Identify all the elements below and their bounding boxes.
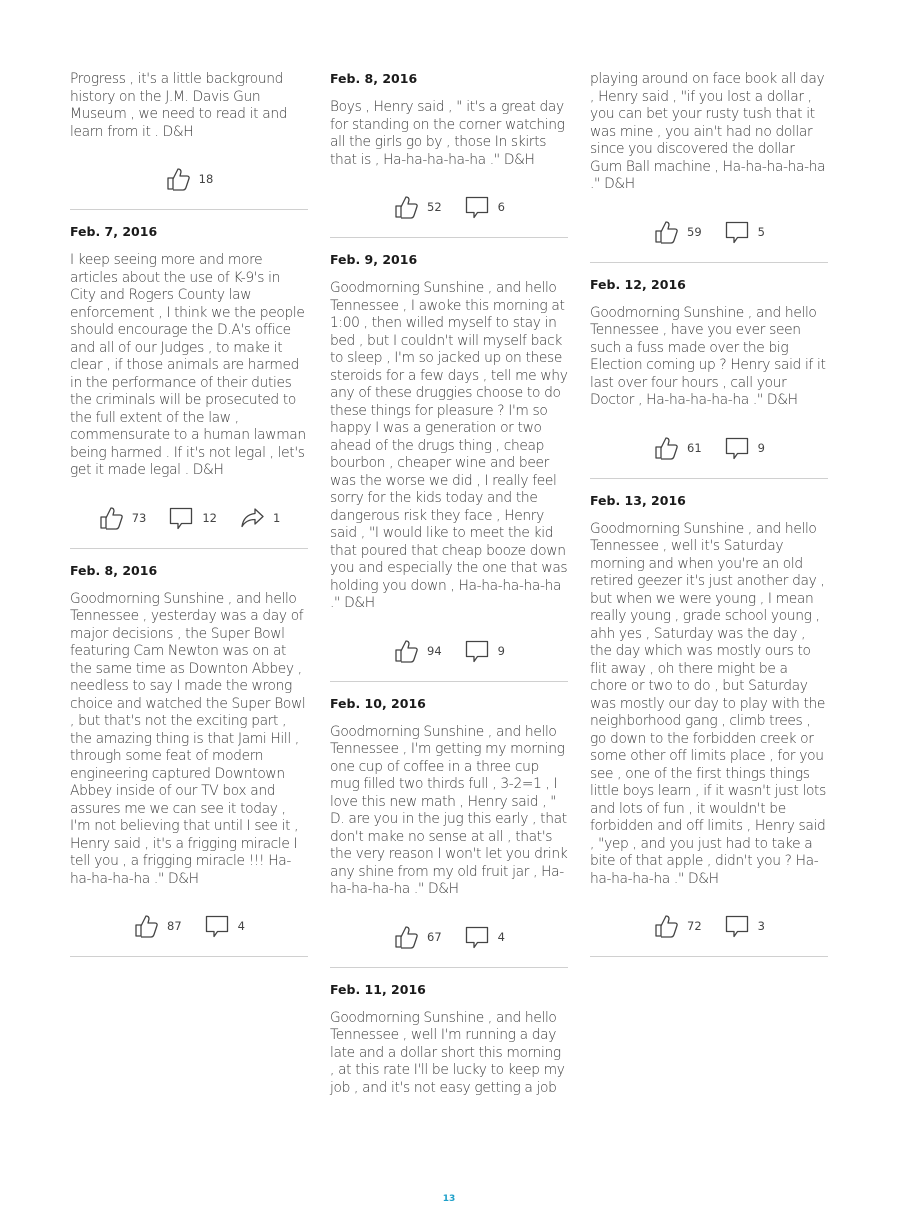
share-button[interactable]	[239, 505, 280, 531]
thumbs-up-icon	[133, 913, 159, 939]
post-item	[70, 71, 308, 193]
post-body: Goodmorning Sunshine , and hello Tennessee , well I'm running a day late and a dollar short this morning , at this rate I'll be lucky to keep my job , and it's not easy getting a job	[330, 1009, 565, 1096]
like-button[interactable]	[653, 435, 702, 461]
post-divider	[330, 681, 568, 682]
like-button[interactable]	[653, 219, 702, 245]
like-count: 87	[167, 919, 182, 933]
post-body: Goodmorning Sunshine , and hello Tennessee , I'm getting my morning one cup of coffee in a three cup mug filled two thirds full , 3-2=1 , I love this new math , Henry said , " D. are you in the jug this early , that don't make no sense at all , that's the very reason I won't let you drink any shine from my old fruit jar , Ha-ha-ha-ha-ha ." D&H	[330, 723, 568, 897]
post-item	[590, 71, 828, 246]
post-reactions	[590, 434, 828, 462]
post-date: Feb. 13, 2016	[590, 492, 686, 508]
post-body: Progress , it's a little background history on the J.M. Davis Gun Museum , we need to read it and learn from it . D&H	[70, 71, 288, 140]
post-item	[330, 696, 568, 951]
comment-count: 3	[757, 919, 765, 933]
post-item	[590, 493, 828, 941]
thumbs-up-icon	[393, 924, 419, 950]
like-button[interactable]	[393, 638, 442, 664]
thumbs-up-icon	[653, 913, 679, 939]
post-reactions	[70, 165, 308, 193]
comment-button[interactable]	[464, 194, 505, 220]
post-divider	[330, 967, 568, 968]
post-item	[590, 277, 828, 462]
thumbs-up-icon	[653, 435, 679, 461]
like-button[interactable]	[98, 505, 147, 531]
column-right	[590, 71, 828, 971]
post-divider	[590, 478, 828, 479]
like-count: 67	[427, 929, 442, 944]
post-body: Boys , Henry said , " it's a great day for standing on the corner watching all the girls go by , those In skirts that is , Ha-ha-ha-ha-ha ." D&H	[330, 99, 565, 168]
post-item	[70, 224, 308, 532]
comment-count: 4	[497, 929, 505, 944]
comment-button[interactable]	[724, 913, 765, 939]
like-button[interactable]	[653, 913, 702, 939]
post-body: playing around on face book all day , Henry said , "if you lost a dollar , you can bet your rusty tush that it was mine , you ain't had no dollar since you discovered the dollar Gum Ball machine , Ha-ha-ha-ha-ha ." D&H	[590, 71, 826, 192]
comment-count: 6	[497, 200, 505, 214]
post-item	[330, 252, 568, 665]
post-body: Goodmorning Sunshine , and hello Tennessee , have you ever seen such a fuss made over the big Election coming up ? Henry said if it last over four hours , call your Doctor , Ha-ha-ha-ha-ha ." D&H	[590, 304, 826, 408]
comment-button[interactable]	[204, 913, 245, 939]
like-count: 94	[427, 643, 442, 658]
comment-icon	[464, 194, 490, 220]
post-date: Feb. 8, 2016	[70, 562, 158, 578]
post-reactions	[330, 193, 568, 221]
comment-button[interactable]	[168, 505, 217, 531]
like-button[interactable]	[165, 166, 214, 192]
comment-button[interactable]	[464, 638, 505, 664]
post-divider	[590, 262, 828, 263]
column-left	[70, 71, 308, 971]
like-button[interactable]	[393, 924, 442, 950]
post-body: I keep seeing more and more articles about the use of K-9's in City and Rogers County law enforcement , I think we the people should encourage the D.A's office and all of our Judges , to make it clear , if those animals are harmed in the performance of their duties the criminals will be prosecuted to the full extent of the law , commensurate to a human lawman being harmed . If it's not legal , let's get it made legal . D&H	[70, 252, 306, 478]
post-reactions	[330, 923, 568, 951]
post-body: Goodmorning Sunshine , and hello Tennessee , well it's Saturday morning and when you're an old retired geezer it's just another day , but when we were young , I mean really young , grade school young , ahh yes , Saturday was the day , the day which was mostly ours to flit away , oh there might be a chore or two to do , but Saturday was mostly our day to play with the neighborhood gang , climb trees , go down to the forbidden creek or some other off limits place , for you see , one of the first things things little boys learn , if it wasn't just lots and lots of fun , it wouldn't be forbidden and off limits , Henry said , "yep , and you just had to take a bite of that apple , didn't you ? Ha-ha-ha-ha-ha ." D&H	[590, 520, 826, 887]
thumbs-up-icon	[165, 166, 191, 192]
post-item	[330, 71, 568, 221]
thumbs-up-icon	[653, 219, 679, 245]
comment-icon	[724, 219, 750, 245]
comment-count: 9	[497, 643, 505, 658]
comment-count: 5	[757, 224, 765, 239]
post-reactions	[590, 912, 828, 940]
post-date: Feb. 12, 2016	[590, 276, 686, 292]
comment-icon	[204, 913, 230, 939]
post-divider	[70, 548, 308, 549]
post-date: Feb. 10, 2016	[330, 695, 426, 711]
comment-button[interactable]	[724, 435, 765, 461]
comment-count: 9	[757, 440, 765, 455]
comment-icon	[464, 924, 490, 950]
post-divider	[330, 237, 568, 238]
post-body: Goodmorning Sunshine , and hello Tennessee , yesterday was a day of major decisions , the Super Bowl featuring Cam Newton was on at the same time as Downton Abbey , needless to say I made the wrong choice and watched the Super Bowl , but that's not the exciting part , the amazing thing is that Jami Hill , through some feat of modern engineering captured Downtown Abbey inside of our TV box and assures me we can see it today , I'm not believing that until I see it , Henry said , it's a frigging miracle I tell you , a frigging miracle !!! Ha-ha-ha-ha-ha ." D&H	[70, 590, 306, 887]
post-body: Goodmorning Sunshine , and hello Tennessee , I awoke this morning at 1:00 , then willed myself to stay in bed , but I couldn't will myself back to sleep , I'm so jacked up on these steroids for a few days , tell me why any of these druggies choose to do these things for pleasure ? I'm so happy I was a generation or two ahead of the drugs thing , cheap bourbon , cheaper wine and beer was the worse we did , I really feel sorry for the kids today and the dangerous risk they face , Henry said , "I would like to meet the kid that poured that cheap booze down you and especially the one that was holding you down , Ha-ha-ha-ha-ha ." D&H	[330, 280, 568, 611]
comment-button[interactable]	[724, 219, 765, 245]
comment-count: 4	[237, 919, 245, 933]
post-reactions	[70, 504, 308, 532]
column-middle	[330, 71, 568, 1097]
post-divider	[70, 956, 308, 957]
post-date: Feb. 8, 2016	[330, 71, 418, 86]
like-count: 61	[687, 440, 702, 455]
comment-icon	[464, 638, 490, 664]
post-item	[330, 982, 568, 1098]
comment-button[interactable]	[464, 924, 505, 950]
post-divider	[590, 956, 828, 957]
like-count: 72	[687, 919, 702, 933]
comment-icon	[724, 913, 750, 939]
comment-count: 12	[202, 510, 217, 525]
like-count: 18	[198, 172, 214, 186]
thumbs-up-icon	[98, 505, 124, 531]
comment-icon	[724, 435, 750, 461]
post-item	[70, 563, 308, 941]
thumbs-up-icon	[393, 194, 419, 220]
like-button[interactable]	[393, 194, 442, 220]
share-count: 1	[272, 510, 281, 525]
post-date: Feb. 7, 2016	[70, 224, 158, 239]
share-icon	[239, 505, 265, 531]
like-count: 52	[427, 200, 442, 214]
like-button[interactable]	[133, 913, 182, 939]
thumbs-up-icon	[393, 638, 419, 664]
post-date: Feb. 9, 2016	[330, 252, 418, 267]
post-divider	[70, 209, 308, 210]
like-count: 73	[131, 510, 147, 525]
post-reactions	[70, 912, 308, 940]
like-count: 59	[687, 224, 702, 239]
comment-icon	[168, 505, 194, 531]
page-number: 13	[442, 1194, 456, 1204]
post-date: Feb. 11, 2016	[330, 981, 426, 997]
post-reactions	[590, 218, 828, 246]
post-reactions	[330, 637, 568, 665]
